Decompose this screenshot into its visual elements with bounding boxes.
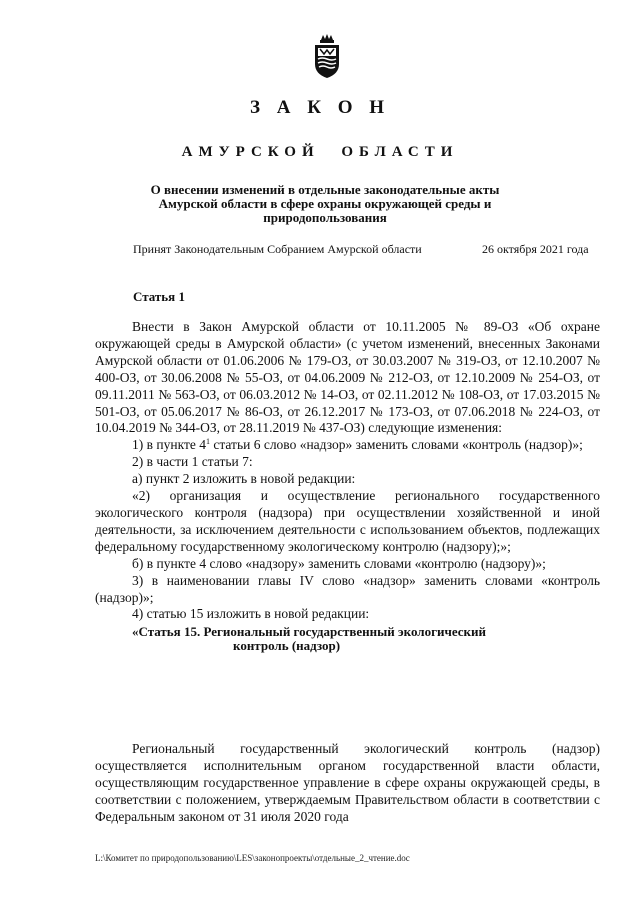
article-15-body [95,741,600,826]
amendment-item-2a: а) пункт 2 изложить в новой редакции: [132,471,356,487]
subject-line: Амурской области в сфере охраны окружающей среды и [158,196,492,211]
article-15-heading [95,625,600,652]
amendment-item-4: 4) статью 15 изложить в новой редакции: [132,606,370,622]
amendment-item-3: 3) в наименовании главы IV слово «надзор» заменить словами «контроль (надзор)»; [95,572,600,605]
law-subject [100,183,550,225]
article-body [95,319,600,652]
subject-line: природопользования [263,210,387,225]
article-15-heading-line: контроль (надзор) [233,637,341,653]
amendment-item-2a-text: «2) организация и осуществление регионального государственного экологического контроля (надзора) при осуществлении хозяйственной и иной деятельности, за исключением деятельности с использованием объектов, подлежащих федеральному государственному экологическому контролю (надзору);»; [95,488,600,554]
adopted-by: Принят Законодательным Собранием Амурской области [133,242,422,256]
superscript: 1 [205,437,210,447]
region-name: АМУРСКОЙ ОБЛАСТИ [181,144,459,160]
coat-of-arms-emblem [312,34,342,78]
article-intro: Внести в Закон Амурской области от 10.11.2005 № 89-ОЗ «Об охране окружающей среды в Амурской области» (с учетом изменений, внесенных Законами Амурской области от 01.06.2006 № 179-ОЗ, от 30.03.2007 № 319-ОЗ, от 12.10.2007 № 400-ОЗ, от 30.06.2008 № 55-ОЗ, от 04.06.2009 № 212-ОЗ, от 12.10.2009 № 254-ОЗ, от 09.11.2011 № 563-ОЗ, от 06.03.2012 № 14-ОЗ, от 02.11.2012 № 108-ОЗ, от 17.03.2015 № 501-ОЗ, от 05.06.2017 № 86-ОЗ, от 26.12.2017 № 173-ОЗ, от 07.06.2018 № 224-ОЗ, от 10.04.2019 № 344-ОЗ, от 28.11.2019 № 437-ОЗ) следующие изменения: [95,319,600,436]
article-15-heading-line: «Статья 15. Региональный государственный экологический [132,624,486,640]
adopted-date: 26 октября 2021 года [482,242,589,256]
subject-line: О внесении изменений в отдельные законодательные акты [150,182,500,197]
law-title: З А К О Н [249,97,391,118]
article-15-text: Региональный государственный экологический контроль (надзор) осуществляется исполнительным органом государственной власти области, осуществляющим государственное управление в сфере охраны окружающей среды, в соответствии с положением, утверждаемым Правительством области в соответствии с Федеральным законом от 31 июля 2020 года [95,741,600,824]
item-text: статьи 6 слово «надзор» заменить словами «контроль (надзор)»; [209,437,583,453]
amendment-item-2: 2) в части 1 статьи 7: [132,454,253,470]
article-heading: Статья 1 [133,289,185,304]
file-path-footer: L:\Комитет по природопользованию\LES\законопроекты\отдельные_2_чтение.doc [95,853,410,863]
amendment-item-2b: б) в пункте 4 слово «надзору» заменить словами «контролю (надзору)»; [132,555,546,571]
item-text: 1) в пункте 4 [132,437,206,453]
amendment-item-1 [95,437,600,454]
